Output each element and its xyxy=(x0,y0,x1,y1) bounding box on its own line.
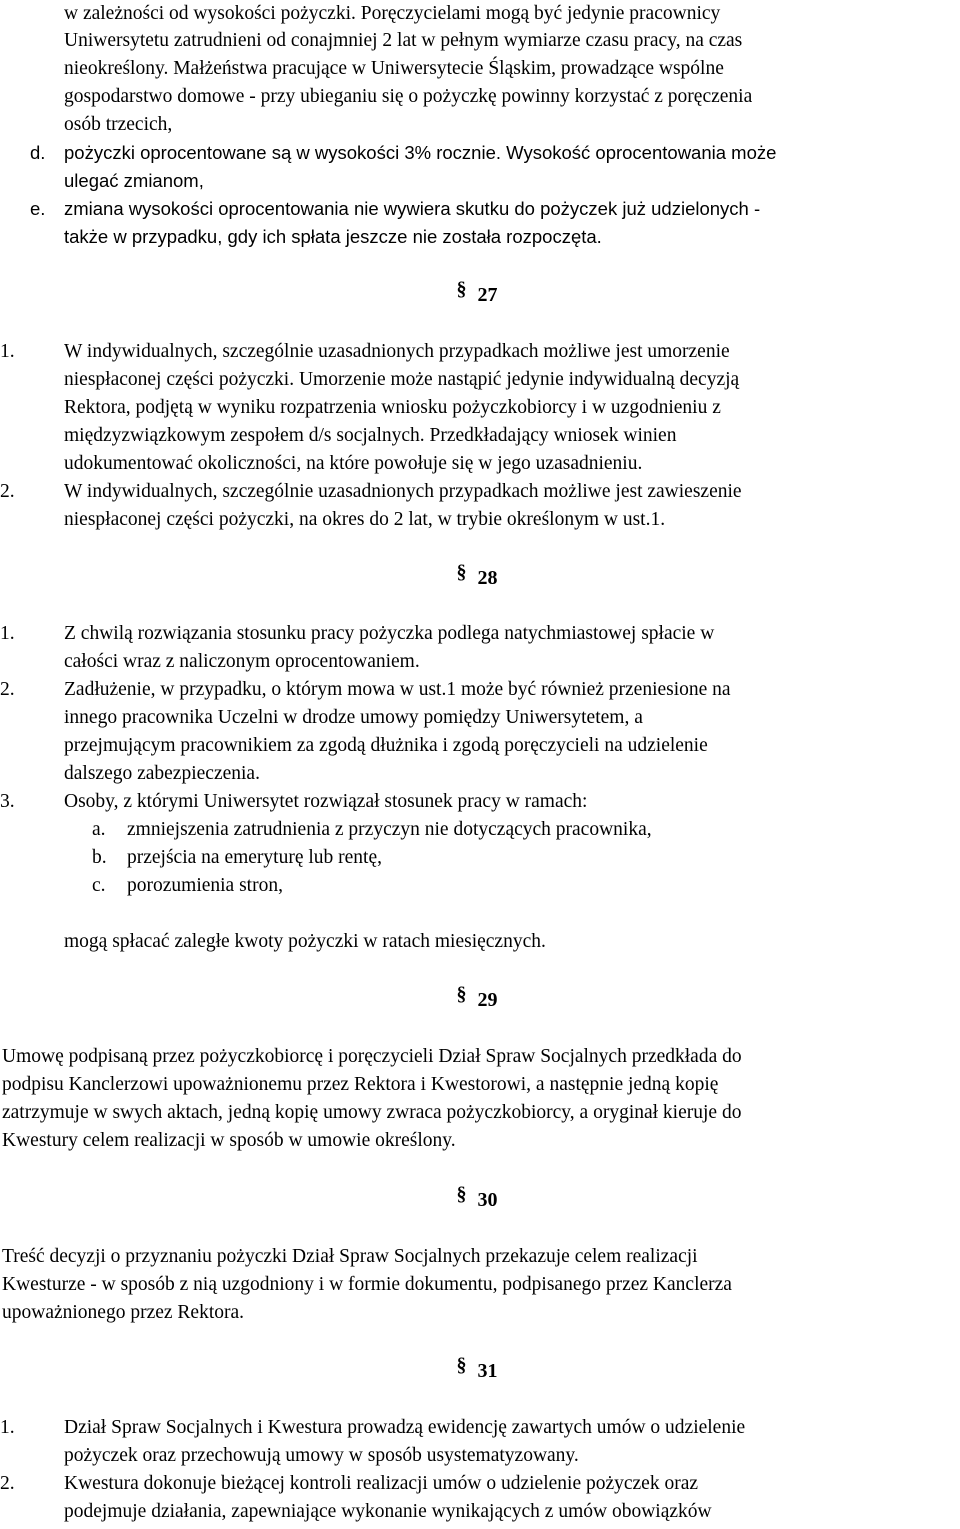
text-line: W indywidualnych, szczególnie uzasadnionych przypadkach możliwe jest zawieszenie xyxy=(64,481,742,502)
text-line: także w przypadku, gdy ich spłata jeszcze nie została rozpoczęta. xyxy=(64,226,602,247)
sub-list-item: przejścia na emeryturę lub rentę, xyxy=(127,847,382,868)
text-line: Zadłużenie, w przypadku, o którym mowa w ust.1 może być również przeniesione na xyxy=(64,679,731,700)
section-symbol: § xyxy=(456,278,467,300)
text-line: podejmuje działania, zapewniające wykonanie wynikających z umów obowiązków xyxy=(64,1501,712,1522)
text-line: nieokreślony. Małżeństwa pracujące w Uniwersytecie Śląskim, prowadzące wspólne xyxy=(64,58,724,79)
text-line: zmiana wysokości oprocentowania nie wywiera skutku do pożyczek już udzielonych - xyxy=(64,198,761,219)
text-line: gospodarstwo domowe - przy ubieganiu się o pożyczkę powinny korzystać z poręczenia xyxy=(64,86,753,107)
text-line: Kwestury celem realizacji w sposób w umowie określony. xyxy=(2,1130,456,1151)
list-marker: 2. xyxy=(0,679,15,700)
text-line: Kwestura dokonuje bieżącej kontroli realizacji umów o udzielenie pożyczek oraz xyxy=(64,1473,699,1494)
text-line: Rektora, podjętą w wyniku rozpatrzenia wniosku pożyczkobiorcy i w uzgodnieniu z xyxy=(64,397,721,418)
text-line: Umowę podpisaną przez pożyczkobiorcę i poręczycieli Dział Spraw Socjalnych przedkłada do xyxy=(2,1046,742,1067)
text-line: Kwesturze - w sposób z nią uzgodniony i w formie dokumentu, podpisanego przez Kanclerza xyxy=(2,1274,732,1295)
section-number: 30 xyxy=(477,1189,498,1211)
list-marker: e. xyxy=(30,198,46,219)
section-number: 29 xyxy=(477,989,498,1011)
section-symbol: § xyxy=(456,983,467,1005)
section-number: 28 xyxy=(477,567,498,589)
list-marker: d. xyxy=(30,142,46,163)
sub-list-item: porozumienia stron, xyxy=(127,875,283,896)
list-marker: 1. xyxy=(0,623,15,644)
text-line: Dział Spraw Socjalnych i Kwestura prowadzą ewidencję zawartych umów o udzielenie xyxy=(64,1417,746,1438)
text-line: dalszego zabezpieczenia. xyxy=(64,763,260,784)
text-line: całości wraz z naliczonym oprocentowaniem. xyxy=(64,651,420,672)
section-symbol: § xyxy=(456,1183,467,1205)
text-line: Z chwilą rozwiązania stosunku pracy pożyczka podlega natychmiastowej spłacie w xyxy=(64,623,715,644)
list-marker: 1. xyxy=(0,1417,15,1438)
section-symbol: § xyxy=(456,1354,467,1376)
text-line: niespłaconej części pożyczki, na okres do 2 lat, w trybie określonym w ust.1. xyxy=(64,509,666,530)
text-line: upoważnionego przez Rektora. xyxy=(2,1302,245,1323)
text-line: innego pracownika Uczelni w drodze umowy pomiędzy Uniwersytetem, a xyxy=(64,707,643,728)
section-symbol: § xyxy=(456,561,467,583)
text-line: pożyczki oprocentowane są w wysokości 3% rocznie. Wysokość oprocentowania może xyxy=(64,142,777,163)
section-number: 27 xyxy=(477,284,498,306)
section-heading-31 xyxy=(0,1354,960,1385)
text-line: Treść decyzji o przyznaniu pożyczki Dział Spraw Socjalnych przekazuje celem realizacji xyxy=(2,1246,698,1267)
text-line: Osoby, z którymi Uniwersytet rozwiązał stosunek pracy w ramach: xyxy=(64,791,588,812)
list-marker: 1. xyxy=(0,341,15,362)
list-marker: 3. xyxy=(0,791,15,812)
text-line: udokumentować okoliczności, na które powołuje się w jego uzasadnieniu. xyxy=(64,453,643,474)
closing-line: mogą spłacać zaległe kwoty pożyczki w ratach miesięcznych. xyxy=(64,931,546,952)
section-number: 31 xyxy=(477,1360,498,1382)
text-line: międzyzwiązkowym zespołem d/s socjalnych. Przedkładający wniosek winien xyxy=(64,425,677,446)
list-marker: 2. xyxy=(0,481,15,502)
section-heading-29 xyxy=(0,983,960,1014)
text-line: ulegać zmianom, xyxy=(64,170,204,191)
section-heading-28 xyxy=(0,561,960,592)
list-marker: 2. xyxy=(0,1473,15,1494)
section-heading-30 xyxy=(0,1183,960,1214)
sub-list-item: zmniejszenia zatrudnienia z przyczyn nie dotyczących pracownika, xyxy=(127,819,652,840)
text-line: w zależności od wysokości pożyczki. Poręczycielami mogą być jedynie pracownicy xyxy=(64,3,721,24)
text-line: pożyczek oraz przechowują umowy w sposób usystematyzowany. xyxy=(64,1445,579,1466)
text-line: przejmującym pracownikiem za zgodą dłużnika i zgodą poręczycieli na udzielenie xyxy=(64,735,708,756)
text-line: osób trzecich, xyxy=(64,114,173,135)
section-heading-27 xyxy=(0,278,960,309)
text-line: podpisu Kanclerzowi upoważnionemu przez Rektora i Kwestorowi, a następnie jedną kopię xyxy=(2,1074,719,1095)
sub-list-marker: c. xyxy=(92,875,106,896)
text-line: W indywidualnych, szczególnie uzasadnionych przypadkach możliwe jest umorzenie xyxy=(64,341,730,362)
text-line: zatrzymuje w swych aktach, jedną kopię umowy zwraca pożyczkobiorcy, a oryginał kieruje do xyxy=(2,1102,742,1123)
sub-list-marker: b. xyxy=(92,847,107,868)
text-line: Uniwersytetu zatrudnieni od conajmniej 2 lat w pełnym wymiarze czasu pracy, na czas xyxy=(64,30,743,51)
text-line: niespłaconej części pożyczki. Umorzenie może nastąpić jedynie indywidualną decyzją xyxy=(64,369,740,390)
sub-list-marker: a. xyxy=(92,819,106,840)
